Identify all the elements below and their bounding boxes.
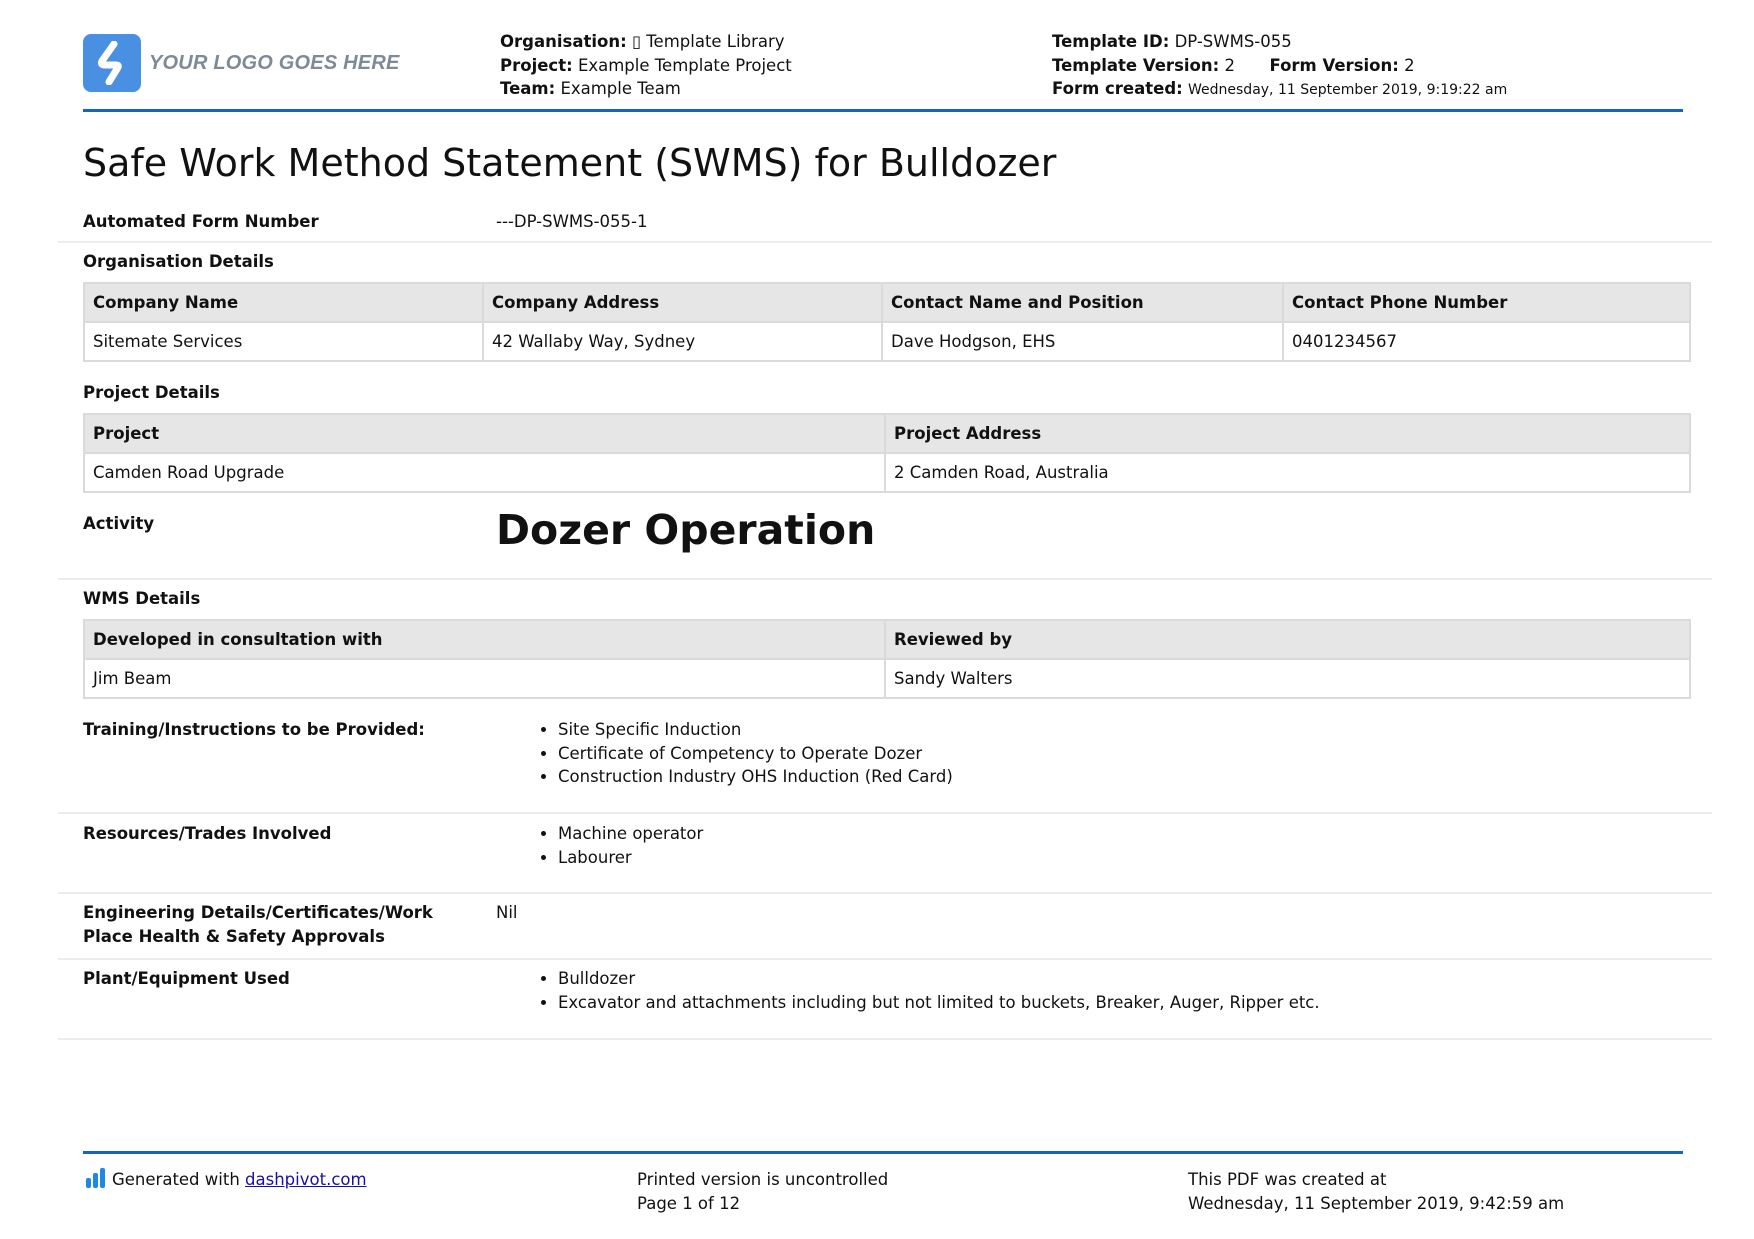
list-item: • Machine operator	[558, 822, 703, 846]
template-version-label: Template Version:	[1052, 55, 1220, 75]
engineering-label-line: Engineering Details/Certificates/Work	[83, 903, 433, 922]
company-address-cell: 42 Wallaby Way, Sydney	[483, 322, 882, 361]
footer-divider	[83, 1151, 1683, 1154]
template-id-label: Template ID:	[1052, 32, 1170, 51]
table-row	[84, 322, 1690, 361]
engineering-label	[83, 901, 433, 949]
engineering-label-line: Place Health & Safety Approvals	[83, 927, 385, 946]
form-created-label: Form created:	[1052, 79, 1183, 98]
page-header	[83, 28, 1683, 110]
table-row	[84, 453, 1690, 492]
wms-details-table	[83, 619, 1691, 699]
list-item: • Excavator and attachments including but not limited to buckets, Breaker, Auger, Ripper etc.	[558, 991, 1320, 1015]
list-item: • Construction Industry OHS Induction (Red Card)	[558, 765, 953, 789]
wms-details-heading: WMS Details	[83, 589, 201, 608]
project-address-cell: 2 Camden Road, Australia	[885, 453, 1690, 492]
organisation-details-heading: Organisation Details	[83, 252, 274, 271]
table-row	[84, 659, 1690, 698]
project-label: Project:	[500, 55, 573, 75]
logo-text: YOUR LOGO GOES HERE	[149, 51, 400, 74]
dashpivot-icon	[86, 1168, 105, 1188]
table-header-cell: Project	[84, 414, 885, 453]
footer-created-info	[1188, 1168, 1564, 1216]
divider	[58, 578, 1712, 580]
list-item: • Bulldozer	[558, 967, 1320, 991]
table-header-cell: Contact Name and Position	[882, 283, 1283, 322]
form-version-label: Form Version:	[1269, 55, 1399, 75]
template-id-row	[1052, 30, 1507, 54]
table-header-row	[84, 283, 1690, 322]
uncontrolled-notice: Printed version is uncontrolled	[637, 1170, 889, 1189]
company-name-cell: Sitemate Services	[84, 322, 483, 361]
consultation-cell: Jim Beam	[84, 659, 885, 698]
team-value: Example Team	[560, 79, 681, 98]
activity-value: Dozer Operation	[496, 506, 876, 554]
footer-print-info	[637, 1168, 888, 1216]
footer-generated	[86, 1168, 367, 1192]
form-number-value: ---DP-SWMS-055-1	[496, 212, 648, 231]
list-item: • Site Specific Induction	[558, 718, 953, 742]
table-header-cell: Contact Phone Number	[1283, 283, 1690, 322]
organisation-value: ▯ Template Library	[631, 32, 785, 51]
company-logo	[83, 34, 400, 92]
resources-label: Resources/Trades Involved	[83, 824, 332, 843]
form-number-label: Automated Form Number	[83, 212, 319, 231]
header-divider	[83, 109, 1683, 112]
table-header-row	[84, 414, 1690, 453]
project-row	[500, 54, 792, 78]
header-project-info	[500, 30, 792, 101]
engineering-value: Nil	[496, 903, 518, 922]
list-item: • Certificate of Competency to Operate Dozer	[558, 742, 953, 766]
plant-list	[536, 967, 1320, 1014]
created-prefix: This PDF was created at	[1188, 1170, 1387, 1189]
divider	[58, 241, 1712, 243]
generated-prefix: Generated with	[112, 1170, 240, 1189]
template-id-value: DP-SWMS-055	[1174, 32, 1292, 51]
logo-icon	[83, 34, 141, 92]
project-name-cell: Camden Road Upgrade	[84, 453, 885, 492]
divider	[58, 1038, 1712, 1040]
training-list	[536, 718, 953, 789]
page-title: Safe Work Method Statement (SWMS) for Bulldozer	[83, 141, 1057, 185]
form-created-value: Wednesday, 11 September 2019, 9:19:22 am	[1188, 82, 1508, 98]
table-header-row	[84, 620, 1690, 659]
team-label: Team:	[500, 79, 556, 98]
template-version-value: 2	[1224, 55, 1235, 75]
divider	[58, 892, 1712, 894]
contact-name-cell: Dave Hodgson, EHS	[882, 322, 1283, 361]
created-timestamp: Wednesday, 11 September 2019, 9:42:59 am	[1188, 1194, 1565, 1213]
organisation-details-table	[83, 282, 1691, 362]
header-template-info	[1052, 30, 1507, 103]
project-value: Example Template Project	[577, 55, 792, 75]
resources-list	[536, 822, 703, 869]
project-details-table	[83, 413, 1691, 493]
plant-label: Plant/Equipment Used	[83, 969, 290, 988]
dashpivot-link[interactable]: dashpivot.com	[245, 1170, 367, 1189]
table-header-cell: Developed in consultation with	[84, 620, 885, 659]
divider	[58, 812, 1712, 814]
contact-phone-cell: 0401234567	[1283, 322, 1690, 361]
activity-label: Activity	[83, 514, 155, 533]
organisation-label: Organisation:	[500, 32, 627, 51]
form-created-row	[1052, 77, 1507, 103]
table-header-cell: Reviewed by	[885, 620, 1690, 659]
training-label: Training/Instructions to be Provided:	[83, 720, 425, 739]
team-row	[500, 77, 792, 101]
version-row	[1052, 54, 1507, 78]
table-header-cell: Project Address	[885, 414, 1690, 453]
form-version-value: 2	[1404, 55, 1415, 75]
table-header-cell: Company Name	[84, 283, 483, 322]
organisation-row	[500, 30, 792, 54]
page-number: Page 1 of 12	[637, 1194, 741, 1213]
reviewed-by-cell: Sandy Walters	[885, 659, 1690, 698]
project-details-heading: Project Details	[83, 383, 220, 402]
table-header-cell: Company Address	[483, 283, 882, 322]
divider	[58, 958, 1712, 960]
list-item: • Labourer	[558, 846, 703, 870]
